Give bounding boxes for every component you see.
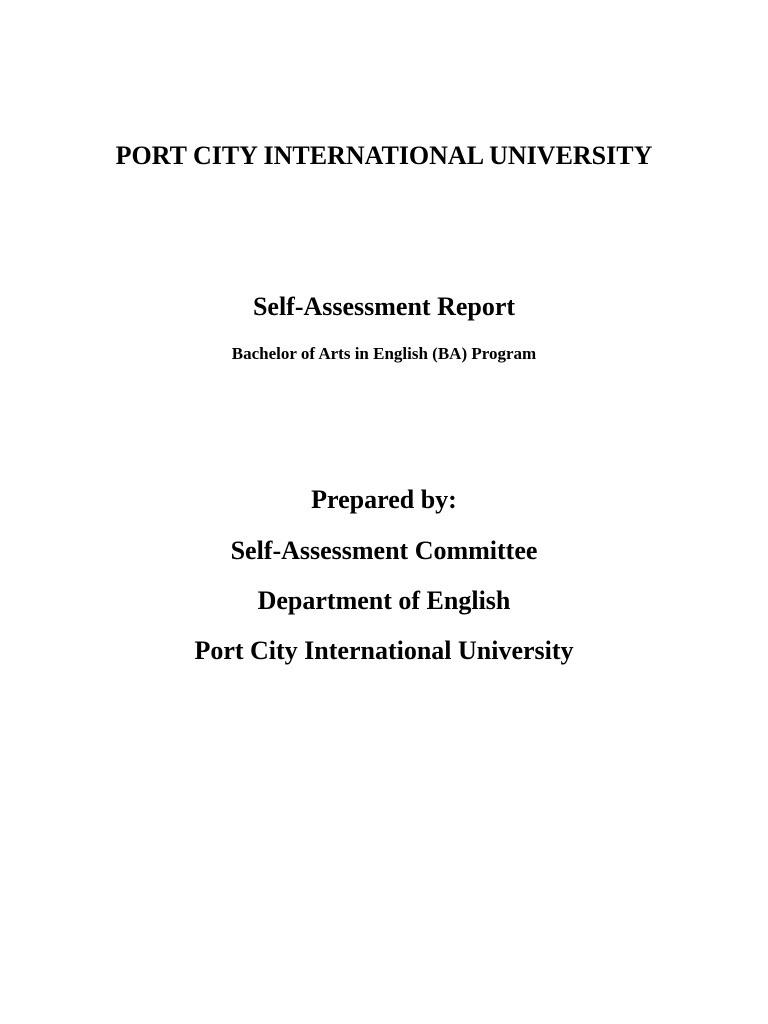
- university-name: Port City International University: [194, 636, 574, 665]
- department-name: Department of English: [257, 586, 511, 615]
- committee-name: Self-Assessment Committee: [230, 536, 538, 565]
- prepared-by-label: Prepared by:: [311, 485, 457, 514]
- report-title: Self-Assessment Report: [252, 292, 516, 321]
- program-subtitle: Bachelor of Arts in English (BA) Program: [231, 344, 537, 363]
- university-title: PORT CITY INTERNATIONAL UNIVERSITY: [115, 141, 653, 170]
